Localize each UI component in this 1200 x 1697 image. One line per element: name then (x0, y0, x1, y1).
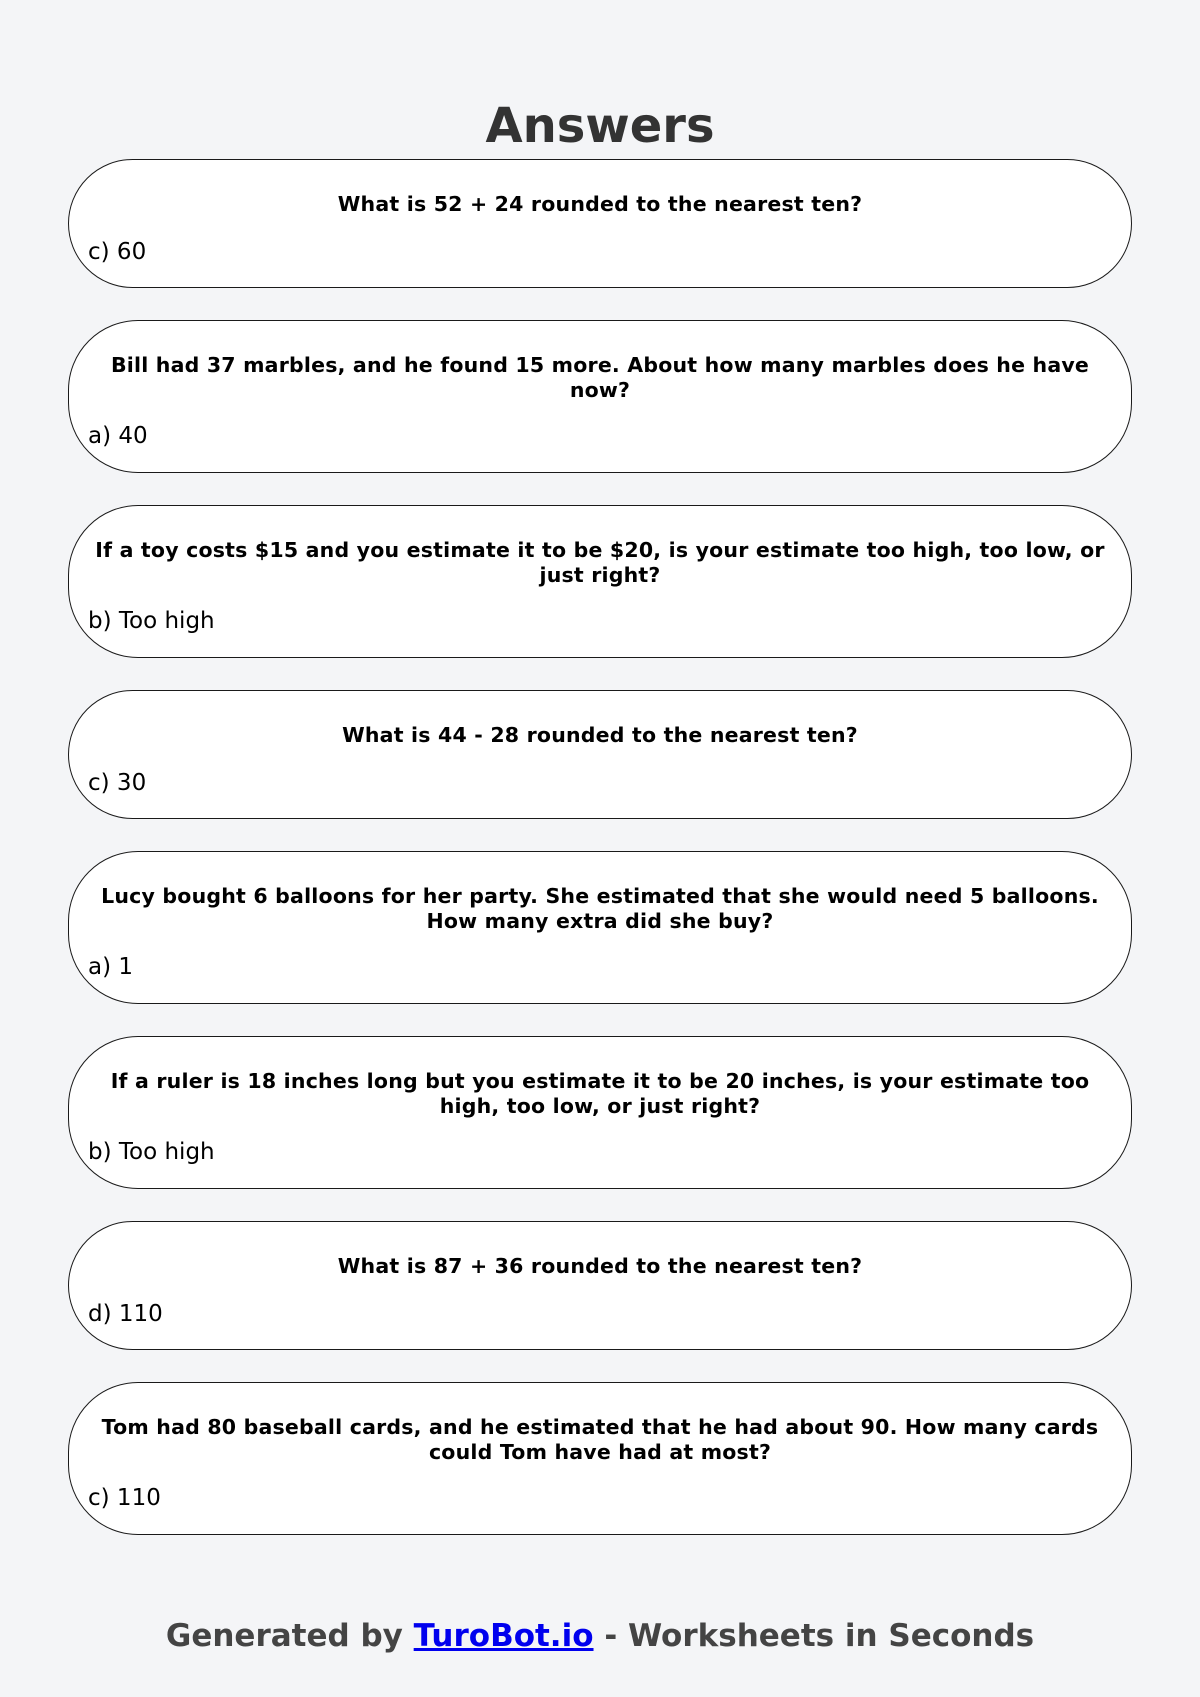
answer-card-1 (68, 159, 1132, 288)
answer-card-5 (68, 851, 1132, 1004)
question-text-1: What is 52 + 24 rounded to the nearest ten? (337, 192, 863, 216)
answer-card-3 (68, 505, 1132, 658)
footer-suffix: - Worksheets in Seconds (604, 1618, 1035, 1654)
answer-text-4: c) 30 (88, 770, 147, 796)
answer-text-6: b) Too high (88, 1139, 215, 1165)
answer-card-8 (68, 1382, 1132, 1535)
question-text-6: If a ruler is 18 inches long but you estimate it to be 20 inches, is your estimate too high, too low, or just right? (110, 1069, 1090, 1118)
question-text-4: What is 44 - 28 rounded to the nearest ten? (342, 723, 858, 747)
answer-text-1: c) 60 (88, 239, 147, 265)
answer-card-7 (68, 1221, 1132, 1350)
answer-text-7: d) 110 (88, 1301, 163, 1327)
answer-card-4 (68, 690, 1132, 819)
answer-card-2 (68, 320, 1132, 473)
footer-prefix: Generated by (165, 1618, 403, 1654)
answer-text-2: a) 40 (88, 423, 148, 449)
turobot-link[interactable]: TuroBot.io (413, 1618, 594, 1654)
question-text-5: Lucy bought 6 balloons for her party. She estimated that she would need 5 balloons. How many extra did she buy? (101, 884, 1099, 933)
answer-text-3: b) Too high (88, 608, 215, 634)
answer-text-5: a) 1 (88, 954, 134, 980)
footer (0, 1618, 1200, 1655)
page-title: Answers (485, 98, 715, 155)
answer-list (68, 159, 1132, 1567)
question-text-8: Tom had 80 baseball cards, and he estimated that he had about 90. How many cards could Tom have had at most? (101, 1415, 1099, 1464)
question-text-7: What is 87 + 36 rounded to the nearest ten? (337, 1254, 863, 1278)
answer-card-6 (68, 1036, 1132, 1189)
answer-text-8: c) 110 (88, 1485, 161, 1511)
question-text-2: Bill had 37 marbles, and he found 15 more. About how many marbles does he have now? (110, 353, 1090, 402)
question-text-3: If a toy costs $15 and you estimate it to be $20, is your estimate too high, too low, or just right? (95, 538, 1105, 587)
